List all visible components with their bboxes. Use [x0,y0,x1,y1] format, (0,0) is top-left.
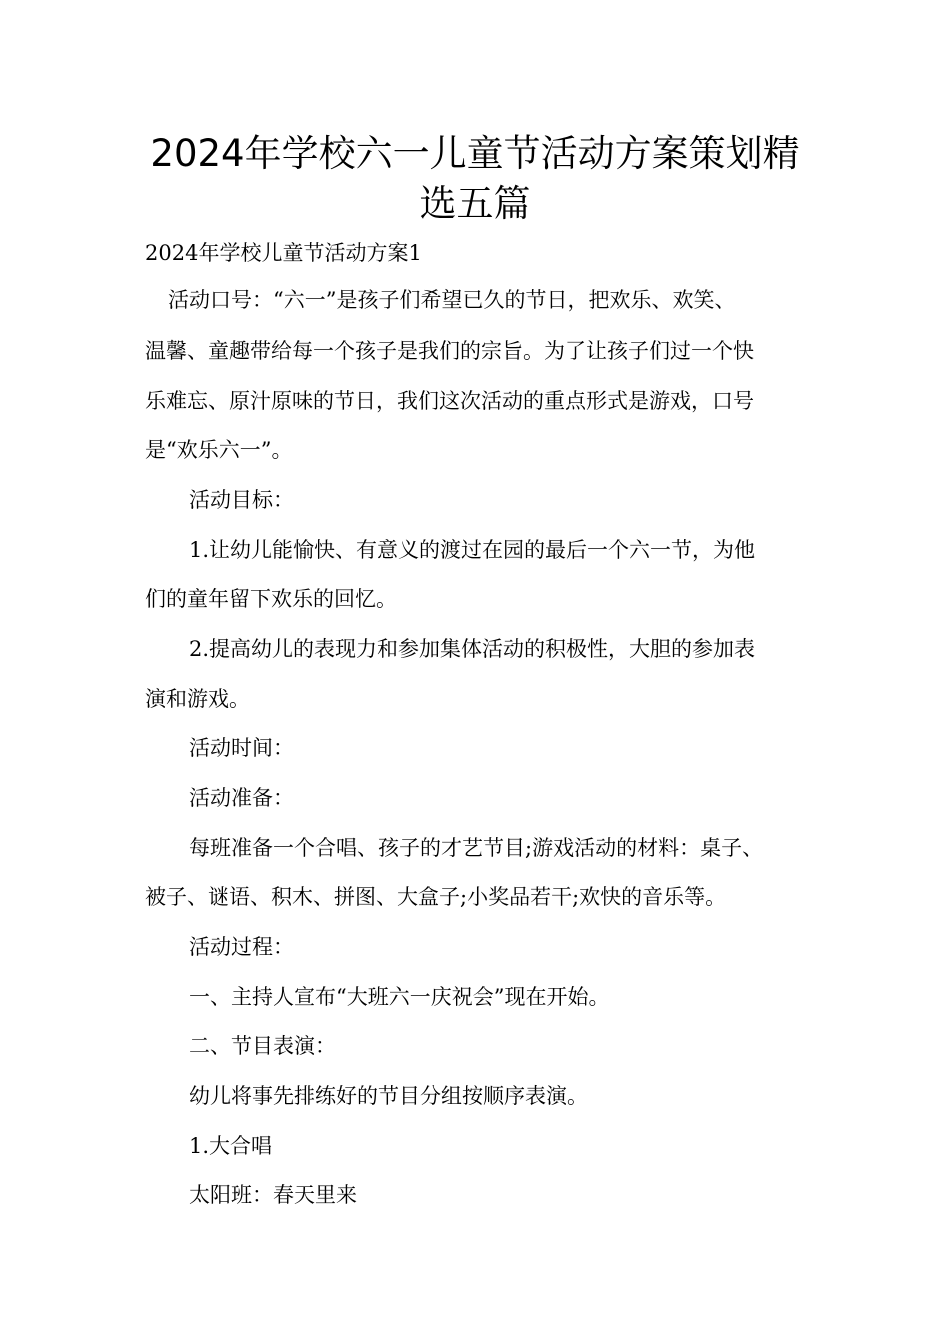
paragraph-line: 2.提高幼儿的表现力和参加集体活动的积极性，大胆的参加表 [189,637,756,661]
paragraph-line: 活动过程： [189,935,294,959]
document-title-line-1: 2024年学校六一儿童节活动方案策划精 [150,132,800,175]
section-heading: 2024年学校儿童节活动方案1 [145,241,422,265]
paragraph-line: 1.大合唱 [189,1134,273,1158]
paragraph-line: 演和游戏。 [145,687,250,711]
paragraph-line: 二、节目表演： [189,1034,336,1058]
paragraph-line: 太阳班：春天里来 [189,1183,357,1207]
paragraph-line: 活动准备： [189,786,294,810]
paragraph-line: 活动时间： [189,736,294,760]
paragraph-line: 温馨、童趣带给每一个孩子是我们的宗旨。为了让孩子们过一个快 [145,339,754,363]
paragraph-line: 乐难忘、原汁原味的节日，我们这次活动的重点形式是游戏，口号 [145,389,754,413]
paragraph-line: 活动口号：“六一”是孩子们希望已久的节日，把欢乐、欢笑、 [168,288,736,312]
document-title-line-2: 选五篇 [419,182,531,225]
paragraph-line: 们的童年留下欢乐的回忆。 [145,587,397,611]
paragraph-line: 是“欢乐六一”。 [145,438,293,462]
paragraph-line: 每班准备一个合唱、孩子的才艺节目;游戏活动的材料：桌子、 [189,836,764,860]
paragraph-line: 一、主持人宣布“大班六一庆祝会”现在开始。 [189,985,610,1009]
paragraph-line: 被子、谜语、积木、拼图、大盒子;小奖品若干;欢快的音乐等。 [145,885,727,909]
paragraph-line: 活动目标： [189,488,294,512]
paragraph-line: 幼儿将事先排练好的节目分组按顺序表演。 [189,1084,588,1108]
paragraph-line: 1.让幼儿能愉快、有意义的渡过在园的最后一个六一节，为他 [189,538,756,562]
